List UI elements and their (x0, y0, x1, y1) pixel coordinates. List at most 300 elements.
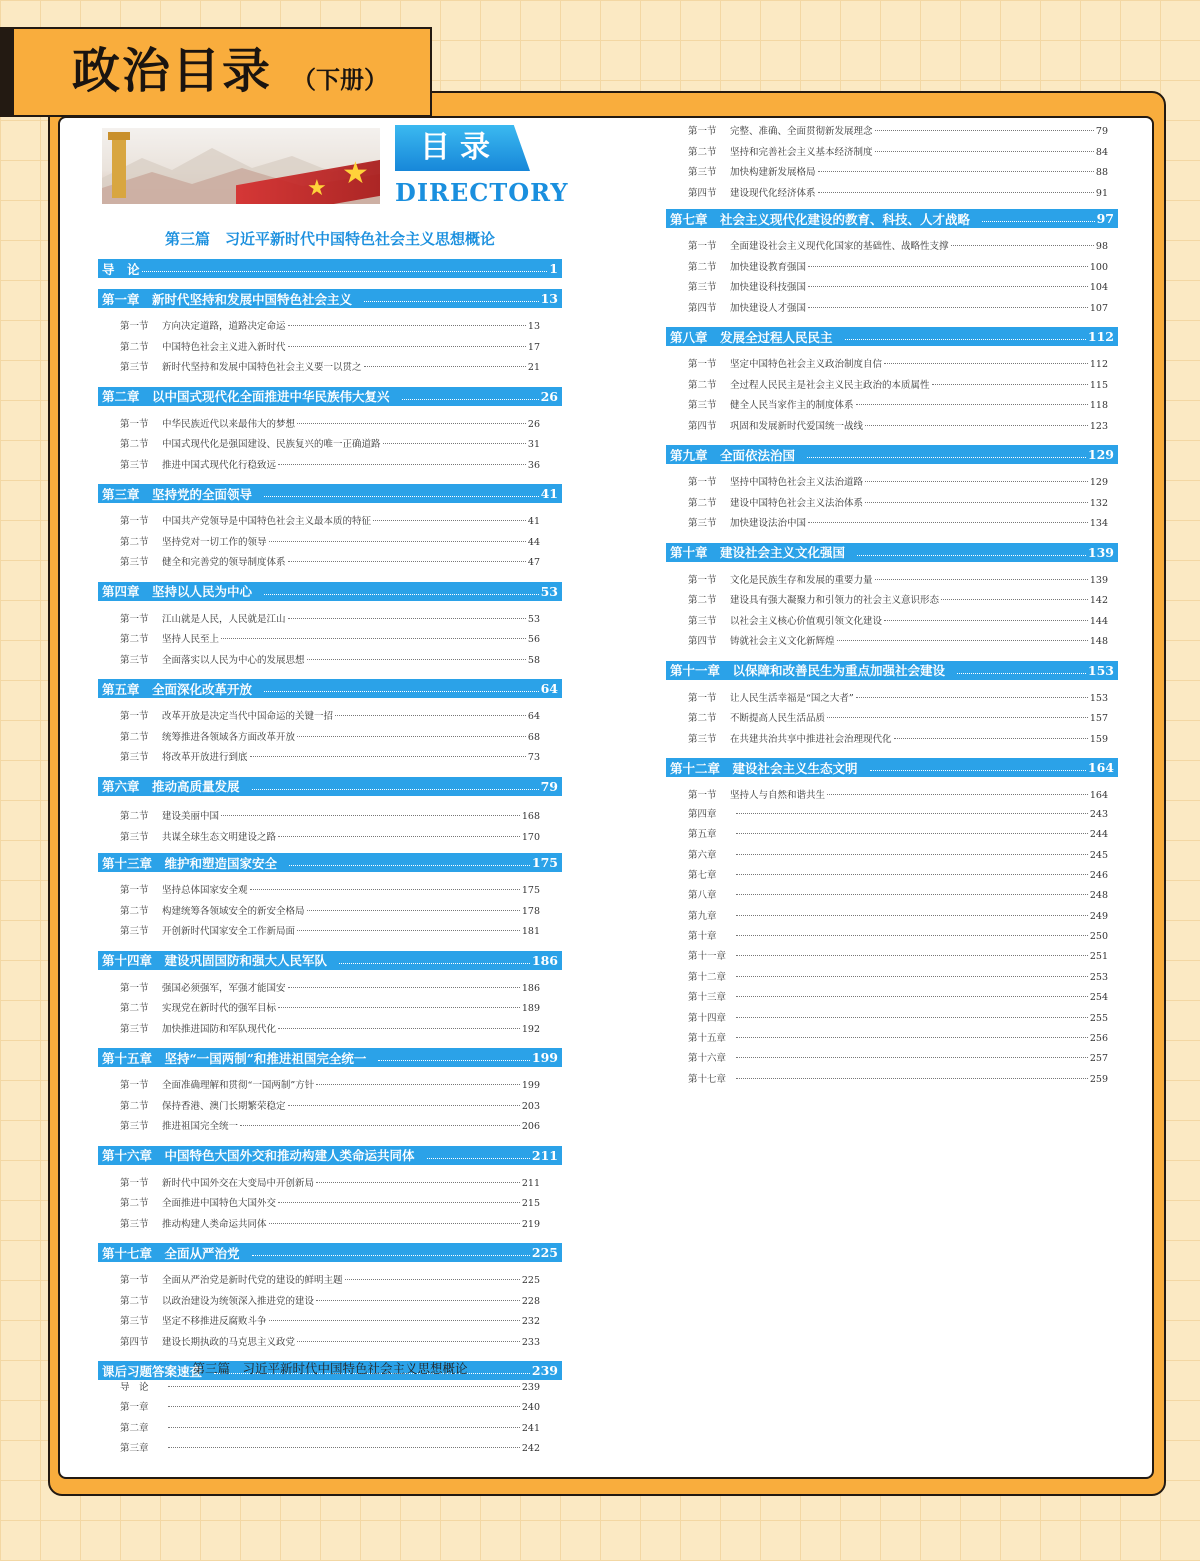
toc-section-row[interactable] (688, 299, 1108, 319)
toc-section-row[interactable] (120, 456, 540, 476)
answer-page: 239 (521, 1382, 540, 1393)
toc-section-number: 第二节 (120, 439, 149, 450)
toc-chapter-row[interactable] (98, 484, 562, 503)
leader-dots (168, 1386, 520, 1387)
toc-chapter-row[interactable] (98, 289, 562, 308)
toc-section-page: 134 (1089, 518, 1108, 529)
toc-section-row[interactable] (688, 612, 1108, 632)
toc-section-page: 211 (521, 1177, 540, 1189)
toc-section-title: 建设中国特色社会主义法治体系 (730, 497, 864, 509)
toc-chapter-label: 第十四章 建设巩固国防和强大人民军队 (102, 953, 328, 968)
toc-section-title: 新时代中国外交在大变局中开创新局 (162, 1177, 315, 1189)
toc-section-row[interactable] (120, 748, 540, 768)
toc-section-page: 123 (1089, 420, 1108, 432)
toc-section-page: 56 (527, 634, 540, 645)
toc-chapter-row[interactable] (666, 209, 1118, 228)
toc-section-page: 31 (527, 439, 540, 450)
toc-chapter-row[interactable] (98, 853, 562, 872)
toc-chapter-row[interactable] (98, 582, 562, 601)
answer-row[interactable] (688, 825, 1108, 845)
leader-dots (168, 1447, 520, 1448)
leader-dots (884, 620, 1088, 621)
answer-page: 253 (1089, 971, 1108, 983)
toc-section-row[interactable] (120, 1076, 540, 1096)
toc-section-number: 第一节 (120, 1275, 149, 1286)
toc-chapter-label: 第九章 全面依法治国 (670, 447, 796, 463)
answer-page: 250 (1089, 931, 1108, 943)
toc-chapter-row[interactable] (666, 758, 1118, 777)
toc-section-row[interactable] (688, 355, 1108, 375)
leader-dots (736, 854, 1088, 855)
toc-section-row[interactable] (688, 143, 1108, 163)
leader-dots (288, 561, 526, 562)
leader-dots (736, 935, 1088, 936)
toc-section-row[interactable] (688, 184, 1108, 204)
leader-dots (736, 894, 1088, 895)
leader-dots (264, 496, 539, 497)
leader-dots (736, 955, 1088, 956)
leader-dots (856, 697, 1088, 698)
toc-section-title: 以社会主义核心价值观引领文化建设 (730, 615, 883, 627)
leader-dots (168, 1406, 520, 1407)
toc-section-row[interactable] (120, 707, 540, 727)
header-title-box (0, 27, 432, 117)
toc-section-title: 推进祖国完全统一 (162, 1121, 239, 1132)
answer-page: 259 (1089, 1073, 1108, 1085)
toc-chapter-row[interactable] (98, 1243, 562, 1262)
toc-section-title: 坚定不移推进反腐败斗争 (162, 1316, 267, 1327)
toc-section-page: 142 (1089, 595, 1108, 606)
toc-section-row[interactable] (688, 473, 1108, 493)
answer-row[interactable] (688, 1029, 1108, 1049)
toc-section-page: 44 (527, 536, 540, 548)
leader-dots (808, 286, 1088, 287)
toc-section-row[interactable] (120, 807, 540, 827)
toc-chapter-label: 第八章 发展全过程人民民主 (670, 329, 833, 345)
answer-page: 244 (1089, 829, 1108, 841)
answer-page: 245 (1089, 849, 1108, 861)
answer-label: 第十四章 (688, 1012, 727, 1024)
leader-dots (865, 481, 1088, 482)
toc-section-row[interactable] (120, 728, 540, 748)
toc-section-row[interactable] (688, 237, 1108, 257)
directory-cn-label: 目录 (420, 130, 500, 165)
answer-row[interactable] (688, 1070, 1108, 1090)
toc-section-title: 坚持中国特色社会主义法治道路 (730, 477, 864, 488)
answer-row[interactable] (688, 1049, 1108, 1069)
toc-chapter-page: 186 (531, 952, 558, 968)
toc-section-row[interactable] (120, 338, 540, 358)
toc-section-row[interactable] (120, 317, 540, 337)
answer-row[interactable] (120, 1398, 540, 1418)
toc-section-row[interactable] (120, 630, 540, 650)
toc-section-page: 186 (521, 982, 540, 994)
toc-section-number: 第三节 (688, 615, 717, 627)
toc-section-row[interactable] (120, 1271, 540, 1291)
leader-dots (827, 794, 1088, 795)
toc-section-row[interactable] (120, 1312, 540, 1332)
toc-chapter-row[interactable] (98, 777, 562, 796)
toc-section-title: 全过程人民民主是社会主义民主政治的本质属性 (730, 379, 930, 391)
banner-image (102, 128, 380, 204)
toc-section-row[interactable] (120, 1174, 540, 1194)
toc-section-number: 第三节 (120, 1218, 149, 1230)
toc-section-row[interactable] (688, 122, 1108, 142)
toc-section-number: 第三节 (120, 1121, 149, 1132)
toc-section-row[interactable] (120, 1215, 540, 1235)
toc-chapter-label: 第六章 推动高质量发展 (102, 779, 240, 794)
leader-dots (316, 1300, 520, 1301)
leader-dots (808, 307, 1088, 308)
toc-chapter-label: 第一章 新时代坚持和发展中国特色社会主义 (102, 291, 353, 307)
toc-section-row[interactable] (688, 396, 1108, 416)
toc-section-row[interactable] (688, 709, 1108, 729)
answer-row[interactable] (688, 805, 1108, 825)
leader-dots (339, 963, 530, 964)
toc-section-row[interactable] (120, 512, 540, 532)
toc-section-number: 第二节 (120, 811, 149, 822)
toc-section-number: 第三节 (688, 518, 717, 529)
toc-section-number: 第二节 (688, 379, 717, 391)
toc-section-page: 26 (527, 418, 540, 430)
toc-section-row[interactable] (120, 999, 540, 1019)
toc-section-page: 118 (1089, 400, 1108, 411)
toc-section-title: 保持香港、澳门长期繁荣稳定 (162, 1100, 286, 1112)
toc-section-row[interactable] (120, 1292, 540, 1312)
toc-section-page: 88 (1095, 167, 1108, 178)
leader-dots (951, 245, 1094, 246)
leader-dots (240, 1125, 520, 1126)
leader-dots (808, 266, 1088, 267)
leader-dots (736, 874, 1088, 875)
toc-chapter-label: 第五章 全面深化改革开放 (102, 681, 253, 697)
toc-section-number: 第二节 (120, 905, 149, 917)
toc-section-page: 47 (527, 557, 540, 568)
toc-chapter-page: 225 (531, 1245, 558, 1260)
toc-section-page: 53 (527, 613, 540, 625)
answer-page: 242 (521, 1442, 540, 1454)
toc-chapter-row[interactable] (98, 1146, 562, 1165)
toc-section-title: 推进中国式现代化行稳致远 (162, 459, 277, 471)
toc-chapter-row[interactable] (666, 661, 1118, 680)
answer-label: 第二章 (120, 1422, 149, 1434)
toc-section-row[interactable] (120, 1194, 540, 1214)
toc-section-row[interactable] (688, 730, 1108, 750)
toc-section-row[interactable] (120, 435, 540, 455)
toc-section-page: 232 (521, 1316, 540, 1327)
toc-section-page: 144 (1089, 615, 1108, 627)
toc-section-title: 开创新时代国家安全工作新局面 (162, 926, 296, 937)
toc-section-title: 推动构建人类命运共同体 (162, 1218, 267, 1230)
toc-section-number: 第一节 (120, 321, 149, 332)
leader-dots (807, 457, 1086, 458)
leader-dots (865, 502, 1088, 503)
toc-section-title: 将改革开放进行到底 (162, 752, 248, 763)
leader-dots (252, 789, 539, 790)
toc-section-row[interactable] (120, 1020, 540, 1040)
toc-chapter-page: 211 (531, 1147, 558, 1163)
toc-section-row[interactable] (120, 1097, 540, 1117)
answer-row[interactable] (688, 988, 1108, 1008)
answer-row[interactable] (688, 886, 1108, 906)
toc-section-title: 加快建设法治中国 (730, 518, 807, 529)
toc-chapter-label: 第四章 坚持以人民为中心 (102, 584, 253, 599)
leader-dots (875, 130, 1094, 131)
leader-dots (857, 555, 1086, 556)
toc-section-title: 完整、准确、全面贯彻新发展理念 (730, 126, 873, 137)
toc-section-row[interactable] (120, 828, 540, 848)
toc-chapter-row[interactable] (666, 327, 1118, 346)
answer-label: 第六章 (688, 849, 717, 861)
toc-section-page: 104 (1089, 282, 1108, 293)
answer-label: 导 论 (120, 1382, 149, 1393)
answer-label: 第一章 (120, 1402, 149, 1414)
toc-section-row[interactable] (688, 376, 1108, 396)
leader-dots (736, 1078, 1088, 1079)
leader-dots (818, 171, 1094, 172)
answer-row[interactable] (120, 1419, 540, 1439)
leader-dots (250, 889, 520, 890)
toc-section-title: 让人民生活幸福是“国之大者” (730, 692, 854, 704)
answer-page: 248 (1089, 890, 1108, 902)
toc-section-number: 第二节 (688, 146, 717, 158)
toc-section-title: 中国共产党领导是中国特色社会主义最本质的特征 (162, 516, 372, 527)
toc-section-title: 中国特色社会主义进入新时代 (162, 341, 286, 353)
toc-section-number: 第一节 (120, 982, 149, 994)
toc-section-page: 228 (521, 1295, 540, 1307)
toc-section-title: 坚持人与自然和谐共生 (730, 790, 826, 801)
leader-dots (288, 346, 526, 347)
answer-row[interactable] (688, 947, 1108, 967)
toc-intro-row[interactable] (98, 259, 562, 278)
answer-page: 251 (1089, 951, 1108, 963)
leader-dots (288, 618, 526, 619)
toc-chapter-row[interactable] (98, 387, 562, 406)
toc-section-row[interactable] (688, 632, 1108, 652)
toc-section-row[interactable] (120, 651, 540, 671)
toc-section-row[interactable] (120, 881, 540, 901)
answer-row[interactable] (688, 907, 1108, 927)
toc-chapter-label: 第二章 以中国式现代化全面推进中华民族伟大复兴 (102, 389, 390, 404)
leader-dots (402, 399, 539, 400)
toc-section-title: 坚持和完善社会主义基本经济制度 (730, 146, 873, 158)
toc-section-row[interactable] (688, 278, 1108, 298)
toc-section-title: 全面落实以人民为中心的发展思想 (162, 654, 305, 666)
toc-chapter-label: 第七章 社会主义现代化建设的教育、科技、人才战略 (670, 211, 971, 227)
toc-section-number: 第四节 (120, 1336, 149, 1348)
leader-dots (378, 1060, 530, 1061)
toc-chapter-label: 第十章 建设社会主义文化强国 (670, 545, 846, 560)
answer-label: 第十三章 (688, 992, 727, 1004)
leader-dots (142, 271, 548, 272)
leader-dots (288, 325, 526, 326)
toc-section-row[interactable] (688, 494, 1108, 514)
answer-label: 第十五章 (688, 1032, 727, 1044)
leader-dots (736, 833, 1088, 834)
toc-section-page: 129 (1089, 477, 1108, 488)
toc-section-page: 13 (527, 321, 540, 332)
leader-dots (316, 1084, 520, 1085)
leader-dots (736, 813, 1088, 814)
toc-section-title: 健全和完善党的领导制度体系 (162, 557, 286, 568)
toc-section-number: 第一节 (688, 126, 717, 137)
leader-dots (278, 464, 526, 465)
toc-section-page: 17 (527, 341, 540, 353)
toc-section-title: 建设美丽中国 (162, 811, 220, 822)
toc-section-number: 第三节 (120, 752, 149, 763)
toc-section-page: 157 (1089, 713, 1108, 724)
toc-section-row[interactable] (688, 786, 1108, 806)
toc-section-page: 215 (521, 1198, 540, 1209)
toc-intro-label: 导 论 (102, 261, 140, 277)
toc-section-title: 坚持总体国家安全观 (162, 885, 248, 896)
toc-section-row[interactable] (688, 591, 1108, 611)
leader-dots (870, 770, 1086, 771)
answer-row[interactable] (120, 1439, 540, 1459)
toc-section-row[interactable] (120, 415, 540, 435)
toc-section-page: 91 (1095, 187, 1108, 199)
page-subtitle: （下册） (292, 66, 388, 94)
toc-chapter-page: 97 (1096, 211, 1114, 226)
toc-section-number: 第一节 (688, 790, 717, 801)
leader-dots (736, 1017, 1088, 1018)
toc-section-title: 在共建共治共享中推进社会治理现代化 (730, 733, 892, 745)
toc-section-title: 强国必须强军，军强才能国安 (162, 982, 286, 994)
toc-section-row[interactable] (120, 922, 540, 942)
toc-section-number: 第二节 (120, 1295, 149, 1307)
answer-row[interactable] (688, 927, 1108, 947)
toc-section-row[interactable] (120, 553, 540, 573)
title-accent-bar (0, 29, 14, 115)
toc-section-title: 全面从严治党是新时代党的建设的鲜明主题 (162, 1275, 343, 1286)
leader-dots (884, 363, 1088, 364)
toc-section-page: 84 (1095, 146, 1108, 158)
answer-row[interactable] (688, 1009, 1108, 1029)
toc-section-row[interactable] (120, 358, 540, 378)
toc-section-number: 第三节 (120, 1023, 149, 1035)
toc-section-page: 41 (527, 516, 540, 527)
toc-chapter-page: 239 (531, 1363, 558, 1378)
leader-dots (168, 1427, 520, 1428)
toc-section-page: 170 (521, 831, 540, 843)
leader-dots (289, 865, 530, 866)
toc-section-number: 第一节 (120, 711, 149, 722)
leader-dots (288, 1105, 520, 1106)
toc-section-row[interactable] (120, 533, 540, 553)
toc-section-number: 第三节 (688, 167, 717, 178)
answer-row[interactable] (688, 866, 1108, 886)
leader-dots (278, 1202, 520, 1203)
toc-section-title: 新时代坚持和发展中国特色社会主义要一以贯之 (162, 362, 362, 373)
toc-chapter-label: 第三章 坚持党的全面领导 (102, 486, 253, 502)
answer-page: 240 (521, 1402, 540, 1414)
toc-section-row[interactable] (688, 689, 1108, 709)
toc-section-title: 加快建设科技强国 (730, 282, 807, 293)
answer-row[interactable] (688, 846, 1108, 866)
leader-dots (736, 996, 1088, 997)
answer-label: 第十七章 (688, 1073, 727, 1085)
leader-dots (307, 910, 520, 911)
answer-page: 255 (1089, 1012, 1108, 1024)
toc-section-number: 第三节 (688, 282, 717, 293)
answer-row[interactable] (688, 968, 1108, 988)
toc-chapter-row[interactable] (666, 543, 1118, 562)
toc-section-number: 第二节 (120, 341, 149, 353)
toc-section-row[interactable] (688, 417, 1108, 437)
toc-chapter-row[interactable] (98, 951, 562, 970)
leader-dots (837, 640, 1088, 641)
toc-section-row[interactable] (688, 258, 1108, 278)
toc-section-row[interactable] (120, 1117, 540, 1137)
answer-page: 249 (1089, 910, 1108, 922)
toc-chapter-page: 41 (540, 486, 558, 501)
answer-label: 第九章 (688, 910, 717, 922)
toc-section-row[interactable] (120, 610, 540, 630)
leader-dots (288, 987, 520, 988)
toc-section-row[interactable] (120, 1333, 540, 1353)
toc-section-page: 100 (1089, 261, 1108, 273)
toc-chapter-row[interactable] (98, 1048, 562, 1067)
toc-section-number: 第一节 (120, 885, 149, 896)
toc-section-number: 第一节 (120, 613, 149, 625)
answer-label: 第十一章 (688, 951, 727, 963)
part-title: 第三篇 习近平新时代中国特色社会主义思想概论 (164, 230, 495, 248)
toc-section-title: 加快建设教育强国 (730, 261, 807, 273)
toc-section-title: 中国式现代化是强国建设、民族复兴的唯一正确道路 (162, 439, 381, 450)
toc-section-page: 159 (1089, 733, 1108, 745)
toc-section-row[interactable] (688, 514, 1108, 534)
toc-section-title: 全面准确理解和贯彻“一国两制”方针 (162, 1080, 315, 1091)
toc-chapter-page: 79 (540, 778, 558, 794)
toc-section-number: 第三节 (120, 1316, 149, 1327)
toc-section-number: 第一节 (688, 477, 717, 488)
toc-section-title: 坚持党对一切工作的领导 (162, 536, 267, 548)
leader-dots (373, 520, 526, 521)
toc-section-title: 坚持人民至上 (162, 634, 220, 645)
toc-chapter-label: 第十七章 全面从严治党 (102, 1245, 240, 1261)
toc-section-number: 第三节 (688, 733, 717, 745)
toc-chapter-page: 153 (1087, 662, 1114, 678)
toc-chapter-row[interactable] (666, 445, 1118, 464)
directory-en-label: DIRECTORY (395, 178, 569, 207)
page-title: 政治目录 (72, 43, 273, 99)
toc-section-number: 第三节 (120, 557, 149, 568)
toc-section-number: 第二节 (688, 497, 717, 509)
toc-section-row[interactable] (120, 979, 540, 999)
toc-section-number: 第四节 (688, 420, 717, 432)
answer-row[interactable] (120, 1378, 540, 1398)
toc-section-number: 第一节 (120, 1177, 149, 1189)
leader-dots (316, 1182, 520, 1183)
leader-dots (736, 1037, 1088, 1038)
leader-dots (297, 736, 526, 737)
leader-dots (221, 815, 520, 816)
leader-dots (345, 1279, 520, 1280)
toc-section-number: 第二节 (120, 731, 149, 743)
toc-section-page: 225 (521, 1275, 540, 1286)
star-icon: ★ (307, 176, 327, 201)
answer-label: 第十二章 (688, 971, 727, 983)
toc-chapter-row[interactable] (98, 679, 562, 698)
toc-chapter-label: 第十二章 建设社会主义生态文明 (670, 760, 858, 776)
toc-section-row[interactable] (688, 571, 1108, 591)
leader-dots (427, 1158, 530, 1159)
toc-section-page: 189 (521, 1003, 540, 1014)
toc-section-row[interactable] (688, 163, 1108, 183)
toc-chapter-page: 199 (531, 1050, 558, 1065)
toc-section-row[interactable] (120, 902, 540, 922)
toc-section-title: 不断提高人民生活品质 (730, 713, 826, 724)
